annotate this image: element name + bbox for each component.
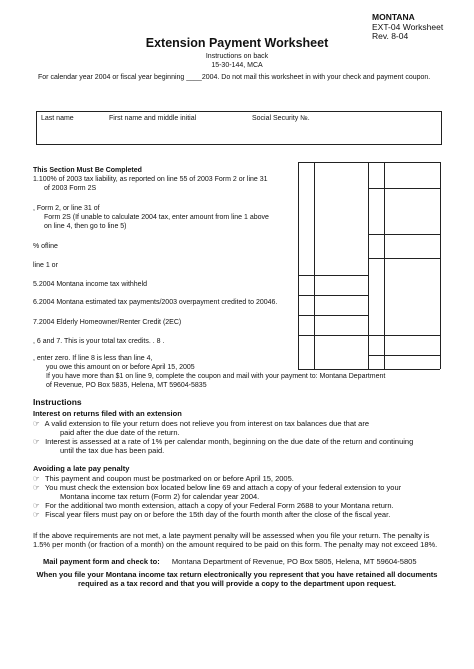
grid-line: [298, 369, 440, 370]
subtitle-statute: 15-30-144, MCA: [211, 62, 263, 69]
line-8: , 6 and 7. This is your total tax credits. . 8 .: [33, 338, 165, 345]
pointing-hand-icon: ☞: [33, 483, 40, 492]
grid-line: [298, 335, 440, 336]
instructions-heading: Instructions: [33, 397, 82, 407]
list-item-cont: Montana income tax return (Form 2) for calendar year 2004.: [60, 492, 260, 501]
mail-label: Mail payment form and check to:: [43, 557, 160, 566]
mail-to-line: [43, 557, 417, 566]
line-1: 1.100% of 2003 tax liability, as reported on line 55 of 2003 Form 2 or line 31: [33, 176, 268, 183]
grid-line: [298, 275, 368, 276]
pointing-hand-icon: ☞: [33, 419, 40, 428]
grid-line: [298, 162, 299, 369]
state-label: MONTANA: [372, 12, 415, 22]
last-name-field[interactable]: Last name: [41, 115, 74, 122]
name-box: [36, 111, 442, 145]
intro-text: For calendar year 2004 or fiscal year beginning ____2004. Do not mail this worksheet in with your check and payment coupon.: [38, 74, 431, 81]
first-name-field[interactable]: First name and middle initial: [109, 115, 197, 122]
list-item: ☞ A valid extension to file your return does not relieve you from interest on tax balances due that are: [33, 419, 370, 428]
line-percent: % ofline: [33, 243, 58, 250]
closing-statement: When you file your Montana income tax return electronically you represent that you have retained all documents: [36, 570, 438, 579]
grid-line: [368, 234, 440, 235]
list-item-cont: paid after the due date of the return.: [60, 428, 180, 437]
grid-line: [298, 315, 368, 316]
grid-line: [368, 355, 440, 356]
grid-line: [298, 295, 368, 296]
list-item: ☞ Interest is assessed at a rate of 1% per calendar month, beginning on the due date of the return and continuing: [33, 437, 414, 446]
grid-line: [368, 188, 440, 189]
closing-statement-cont: required as a tax record and that you will provide a copy to the department upon request.: [78, 579, 396, 588]
line-form-cont: Form 2S (If unable to calculate 2004 tax, enter amount from line 1 above: [44, 214, 269, 221]
penalty-heading: Avoiding a late pay penalty: [33, 464, 130, 473]
pointing-hand-icon: ☞: [33, 474, 40, 483]
penalty-note-cont: 1.5% per month (or fraction of a month) on the amount required to be paid on this form. The penalty may not exceed 18%.: [33, 540, 438, 549]
form-name: EXT-04 Worksheet: [372, 21, 444, 32]
pointing-hand-icon: ☞: [33, 501, 40, 510]
line-10-cont: of Revenue, PO Box 5835, Helena, MT 59604-5835: [46, 382, 207, 389]
grid-line: [368, 258, 440, 259]
line-7: 7.2004 Elderly Homeowner/Renter Credit (2EC): [33, 319, 182, 326]
list-item: ☞ Fiscal year filers must pay on or before the 15th day of the fourth month after the close of the fiscal year.: [33, 510, 391, 519]
line-10: If you have more than $1 on line 9, complete the coupon and mail with your payment to: Montana Department: [46, 373, 386, 380]
pointing-hand-icon: ☞: [33, 510, 40, 519]
subtitle-instructions: Instructions on back: [205, 53, 269, 60]
ssn-field[interactable]: Social Security №.: [252, 115, 310, 122]
line-6: 6.2004 Montana estimated tax payments/2003 overpayment credited to 20046.: [33, 299, 278, 306]
list-item: ☞ For the additional two month extension, attach a copy of your Federal Form 2688 to your Montana return.: [33, 501, 394, 510]
line-9-cont: you owe this amount on or before April 15, 2005: [46, 364, 195, 371]
line-line1: line 1 or: [33, 262, 58, 269]
grid-line: [368, 162, 369, 369]
line-5: 5.2004 Montana income tax withheld: [33, 281, 148, 288]
grid-line: [440, 162, 441, 369]
list-item: ☞ This payment and coupon must be postmarked on or before April 15, 2005.: [33, 474, 294, 483]
list-item-cont: until the tax due has been paid.: [60, 446, 165, 455]
page-title: Extension Payment Worksheet: [145, 36, 329, 50]
line-9: , enter zero. If line 8 is less than line 4,: [33, 355, 153, 362]
line-1-cont: of 2003 Form 2S: [44, 185, 97, 192]
interest-heading: Interest on returns filed with an extension: [33, 409, 182, 418]
revision-label: Rev. 8-04: [372, 31, 409, 41]
penalty-note: If the above requirements are not met, a late payment penalty will be assessed when you file your return. The penalty is: [33, 531, 430, 540]
section-title: This Section Must Be Completed: [33, 167, 142, 174]
grid-line: [298, 162, 440, 163]
grid-line: [314, 162, 315, 369]
line-form-cont2: on line 4, then go to line 5): [44, 223, 127, 230]
grid-line: [384, 162, 385, 369]
list-item: ☞ You must check the extension box located below line 69 and attach a copy of your federal extension to your: [33, 483, 402, 492]
mail-address: Montana Department of Revenue, PO Box 5805, Helena, MT 59604-5805: [171, 557, 417, 566]
pointing-hand-icon: ☞: [33, 437, 40, 446]
line-form: , Form 2, or line 31 of: [33, 205, 100, 212]
